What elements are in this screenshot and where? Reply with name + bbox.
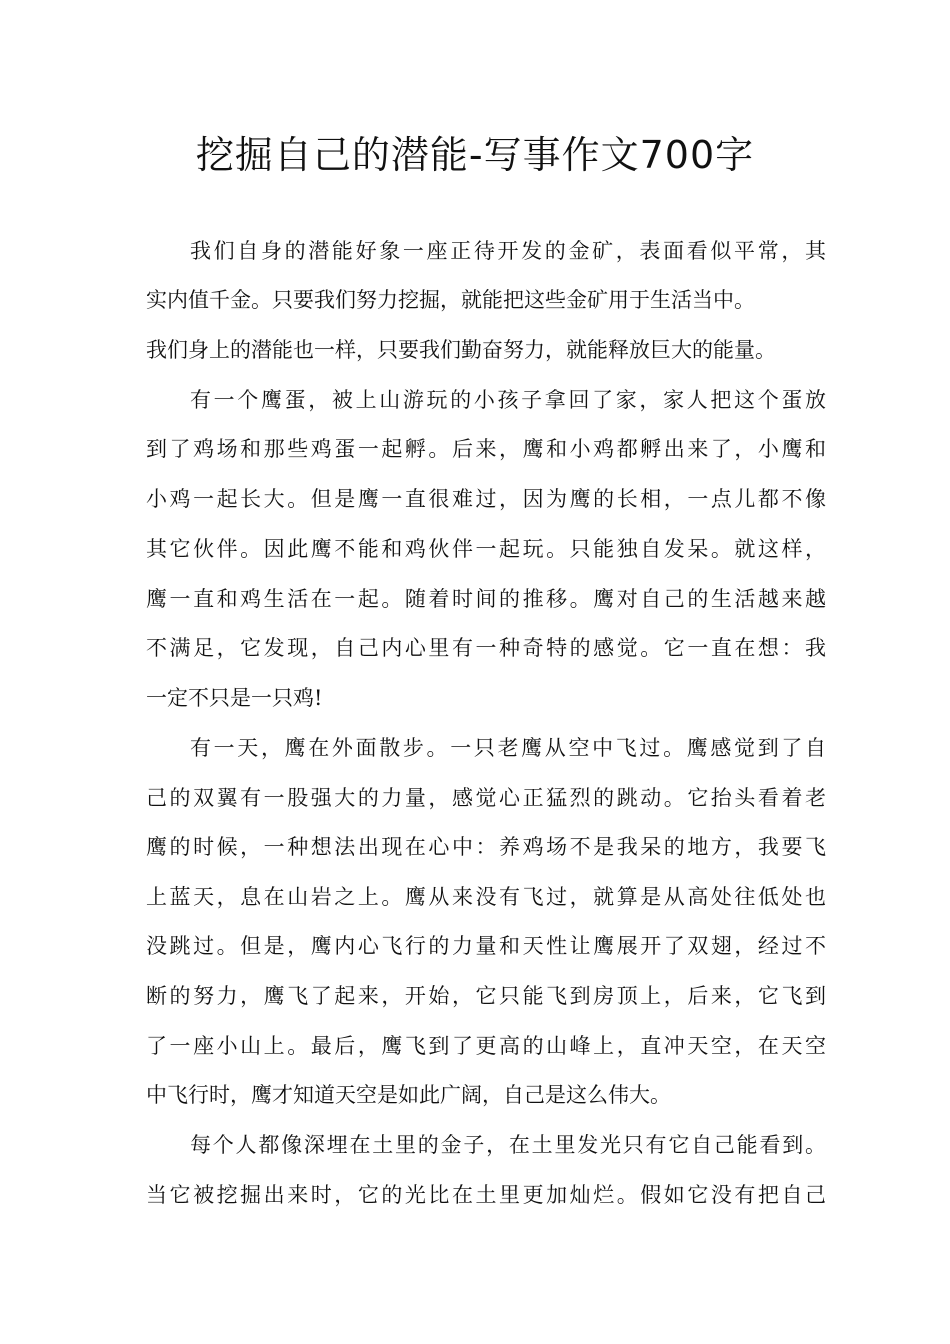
text-line: 己的双翼有一股强大的力量，感觉心正猛烈的跳动。它抬头看着老 (146, 786, 826, 810)
text-line: 有一个鹰蛋，被上山游玩的小孩子拿回了家，家人把这个蛋放 (190, 388, 826, 412)
text-line: 实内值千金。只要我们努力挖掘，就能把这些金矿用于生活当中。 (146, 288, 755, 312)
text-line: 小鸡一起长大。但是鹰一直很难过，因为鹰的长相，一点儿都不像 (146, 487, 826, 511)
text-line: 我们自身的潜能好象一座正待开发的金矿，表面看似平常，其 (190, 239, 826, 263)
text-line: 断的努力，鹰飞了起来，开始，它只能飞到房顶上，后来，它飞到 (146, 984, 826, 1008)
text-line: 鹰的时候，一种想法出现在心中：养鸡场不是我呆的地方，我要飞 (146, 835, 826, 859)
text-line: 中飞行时，鹰才知道天空是如此广阔，自己是这么伟大。 (146, 1083, 671, 1107)
text-line: 一定不只是一只鸡! (146, 686, 323, 710)
text-line: 我们身上的潜能也一样，只要我们勤奋努力，就能释放巨大的能量。 (146, 338, 776, 362)
text-line: 当它被挖掘出来时，它的光比在土里更加灿烂。假如它没有把自己 (146, 1183, 826, 1207)
text-line: 了一座小山上。最后，鹰飞到了更高的山峰上，直冲天空，在天空 (146, 1034, 826, 1058)
text-line: 其它伙伴。因此鹰不能和鸡伙伴一起玩。只能独自发呆。就这样， (146, 537, 826, 561)
text-line: 有一天，鹰在外面散步。一只老鹰从空中飞过。鹰感觉到了自 (190, 736, 826, 760)
text-line: 每个人都像深埋在土里的金子，在土里发光只有它自己能看到。 (190, 1133, 826, 1157)
text-line: 到了鸡场和那些鸡蛋一起孵。后来，鹰和小鸡都孵出来了，小鹰和 (146, 437, 826, 461)
text-line: 不满足，它发现，自己内心里有一种奇特的感觉。它一直在想：我 (146, 636, 826, 660)
document-title: 挖掘自己的潜能-写事作文700字 (195, 133, 755, 177)
text-line: 没跳过。但是，鹰内心飞行的力量和天性让鹰展开了双翅，经过不 (146, 934, 826, 958)
text-line: 鹰一直和鸡生活在一起。随着时间的推移。鹰对自己的生活越来越 (146, 587, 826, 611)
text-line: 上蓝天，息在山岩之上。鹰从来没有飞过，就算是从高处往低处也 (146, 885, 826, 909)
